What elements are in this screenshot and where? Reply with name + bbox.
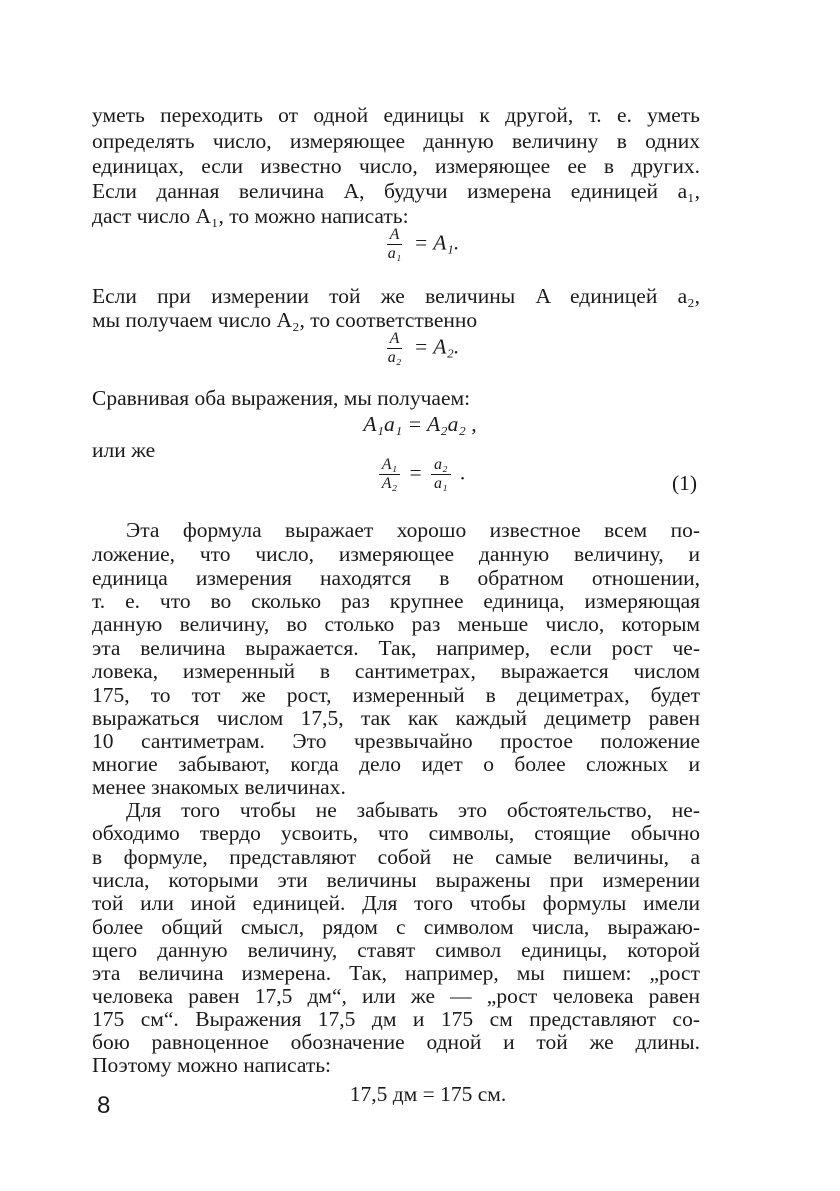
text-line: единицах, если известно число, измеряющее ее в других. (92, 154, 700, 178)
equation-5: 17,5 дм = 175 см. (349, 1082, 507, 1106)
text-line: Эта формула выражает хорошо известное всем по- (126, 518, 700, 542)
text-line: уметь переходить от одной единицы к другой, т. е. уметь (92, 103, 700, 127)
text-line: 175, то тот же рост, измеренный в дециметрах, будет (92, 683, 700, 707)
text-line: 175 см“. Выражения 17,5 дм и 175 см представляют со- (92, 1007, 700, 1031)
text-line: эта величина измерена. Так, например, мы пишем: „рост (92, 961, 700, 985)
text-line: Если данная величина A, будучи измерена единицей a₁, (92, 179, 700, 203)
equation-3: A₁a₁ = A₂a₂ , (363, 412, 477, 436)
text-line: ложение, что число, измеряющее данную величину, и (92, 542, 700, 566)
text-line: 10 сантиметрам. Это чрезвычайно простое положение (92, 729, 700, 753)
text-line: Если при измерении той же величины A единицей a₂, (92, 284, 700, 308)
text-line: Сравнивая оба выражения, мы получаем: (92, 386, 471, 410)
text-line: более общий смысл, рядом с символом числа, выражаю- (92, 915, 700, 939)
text-line: т. е. что во сколько раз крупнее единица, измеряющая (92, 589, 700, 613)
text-line: числа, которыми эти величины выражены при измерении (92, 868, 700, 892)
equation-1: $\frac{A}{\text{a₁}}$ = A₁. (387, 226, 460, 262)
text-line: ловека, измеренный в сантиметрах, выражается числом (92, 659, 700, 683)
text-line: или же (92, 438, 156, 462)
equation-number: (1) (672, 471, 698, 495)
text-line: выражаться числом 17,5, так как каждый дециметр равен (92, 706, 700, 730)
equation-4: $\frac{\text{A₁}}{\text{A₂}}$ = $\frac{\text{a₂}}{\text{a₁}}$ . (0, 456, 840, 493)
text-line: обходимо твердо усвоить, что символы, стоящие обычно (92, 821, 700, 845)
text-line: человека равен 17,5 дм“, или же — „рост человека равен (92, 984, 700, 1008)
text-line: Для того чтобы не забывать это обстоятельство, не- (126, 798, 700, 822)
text-line: даст число A₁, то можно написать: (92, 204, 409, 228)
text-line: в формуле, представляют собой не самые величины, а (92, 845, 700, 869)
text-line: бою равноценное обозначение одной и той же длины. (92, 1030, 700, 1054)
equation-2: $\frac{A}{\text{a₂}}$ = A₂. (387, 330, 460, 366)
text-line: Поэтому можно написать: (92, 1053, 331, 1077)
text-line: менее знакомых величинах. (92, 775, 346, 799)
text-line: данную величину, во столько раз меньше число, которым (92, 612, 700, 636)
text-line: многие забывают, когда дело идет о более сложных и (92, 752, 700, 776)
text-line: определять число, измеряющее данную величину в одних (92, 129, 700, 153)
text-line: мы получаем число A₂, то соответственно (92, 308, 478, 332)
text-line: той или иной единицей. Для того чтобы формулы имели (92, 891, 700, 915)
page-number: 8 (97, 1092, 111, 1119)
text-line: единица измерения находятся в обратном отношении, (92, 566, 700, 590)
text-line: щего данную величину, ставят символ единицы, которой (92, 938, 700, 962)
text-line: эта величина выражается. Так, например, если рост че- (92, 636, 700, 660)
